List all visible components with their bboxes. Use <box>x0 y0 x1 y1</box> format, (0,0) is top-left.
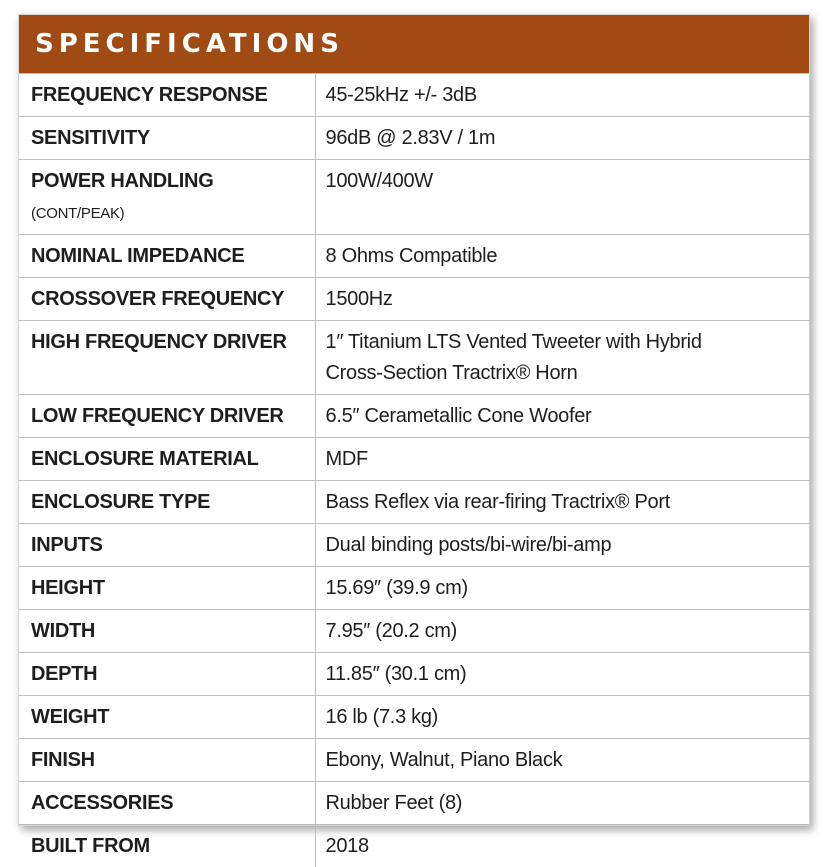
spec-value: 96dB @ 2.83V / 1m <box>315 117 809 160</box>
table-row <box>19 160 809 235</box>
spec-label <box>19 782 315 825</box>
spec-label <box>19 481 315 524</box>
spec-label-text: DEPTH <box>31 663 97 685</box>
spec-value: 100W/400W <box>315 160 809 235</box>
spec-value: 2018 <box>315 825 809 867</box>
table-row <box>19 438 809 481</box>
spec-label-text: ENCLOSURE TYPE <box>31 491 210 513</box>
spec-label-text: NOMINAL IMPEDANCE <box>31 245 244 267</box>
spec-label-text: INPUTS <box>31 534 103 556</box>
spec-label <box>19 524 315 567</box>
spec-label <box>19 567 315 610</box>
spec-label-text: FINISH <box>31 749 95 771</box>
specifications-title: SPECIFICATIONS <box>35 29 344 59</box>
table-row <box>19 610 809 653</box>
spec-label-text: LOW FREQUENCY DRIVER <box>31 405 284 427</box>
spec-label <box>19 653 315 696</box>
spec-sublabel: (CONT/PEAK) <box>31 205 124 222</box>
spec-label-text: HEIGHT <box>31 577 105 599</box>
spec-label-text: HIGH FREQUENCY DRIVER <box>31 331 287 353</box>
spec-value: 15.69″ (39.9 cm) <box>315 567 809 610</box>
spec-value: MDF <box>315 438 809 481</box>
specifications-table <box>19 73 809 867</box>
table-row <box>19 653 809 696</box>
spec-label <box>19 696 315 739</box>
table-row <box>19 235 809 278</box>
spec-label <box>19 438 315 481</box>
spec-label <box>19 278 315 321</box>
spec-value: Ebony, Walnut, Piano Black <box>315 739 809 782</box>
table-row <box>19 395 809 438</box>
spec-value: 1500Hz <box>315 278 809 321</box>
spec-label-text: WEIGHT <box>31 706 109 728</box>
spec-value: 8 Ohms Compatible <box>315 235 809 278</box>
spec-value: 7.95″ (20.2 cm) <box>315 610 809 653</box>
spec-label-text: POWER HANDLING <box>31 170 213 192</box>
spec-label-text: BUILT FROM <box>31 835 150 857</box>
table-row <box>19 739 809 782</box>
spec-value: 45-25kHz +/- 3dB <box>315 74 809 117</box>
specifications-header <box>19 15 809 73</box>
spec-label-text: SENSITIVITY <box>31 127 150 149</box>
table-row <box>19 696 809 739</box>
table-row <box>19 278 809 321</box>
spec-value: 11.85″ (30.1 cm) <box>315 653 809 696</box>
table-row <box>19 481 809 524</box>
spec-label <box>19 610 315 653</box>
table-row <box>19 782 809 825</box>
specifications-card <box>18 14 810 826</box>
spec-value: 6.5″ Cerametallic Cone Woofer <box>315 395 809 438</box>
spec-label-text: FREQUENCY RESPONSE <box>31 84 268 106</box>
spec-label <box>19 739 315 782</box>
table-row <box>19 117 809 160</box>
spec-value: 16 lb (7.3 kg) <box>315 696 809 739</box>
table-row <box>19 74 809 117</box>
spec-value: Rubber Feet (8) <box>315 782 809 825</box>
spec-value <box>315 321 809 395</box>
spec-value: Bass Reflex via rear-firing Tractrix® Port <box>315 481 809 524</box>
spec-label <box>19 321 315 395</box>
spec-label <box>19 395 315 438</box>
spec-value-line-2: Cross-Section Tractrix® Horn <box>326 362 578 384</box>
spec-label <box>19 825 315 867</box>
spec-label-text: WIDTH <box>31 620 95 642</box>
table-row <box>19 825 809 867</box>
table-row <box>19 567 809 610</box>
spec-label-text: ENCLOSURE MATERIAL <box>31 448 259 470</box>
spec-label <box>19 74 315 117</box>
spec-label-text: CROSSOVER FREQUENCY <box>31 288 284 310</box>
spec-label-text: ACCESSORIES <box>31 792 173 814</box>
table-row <box>19 524 809 567</box>
spec-label <box>19 235 315 278</box>
spec-label <box>19 117 315 160</box>
spec-label <box>19 160 315 235</box>
spec-value: Dual binding posts/bi-wire/bi-amp <box>315 524 809 567</box>
spec-value-line-1: 1″ Titanium LTS Vented Tweeter with Hybrid <box>326 331 702 353</box>
table-row <box>19 321 809 395</box>
